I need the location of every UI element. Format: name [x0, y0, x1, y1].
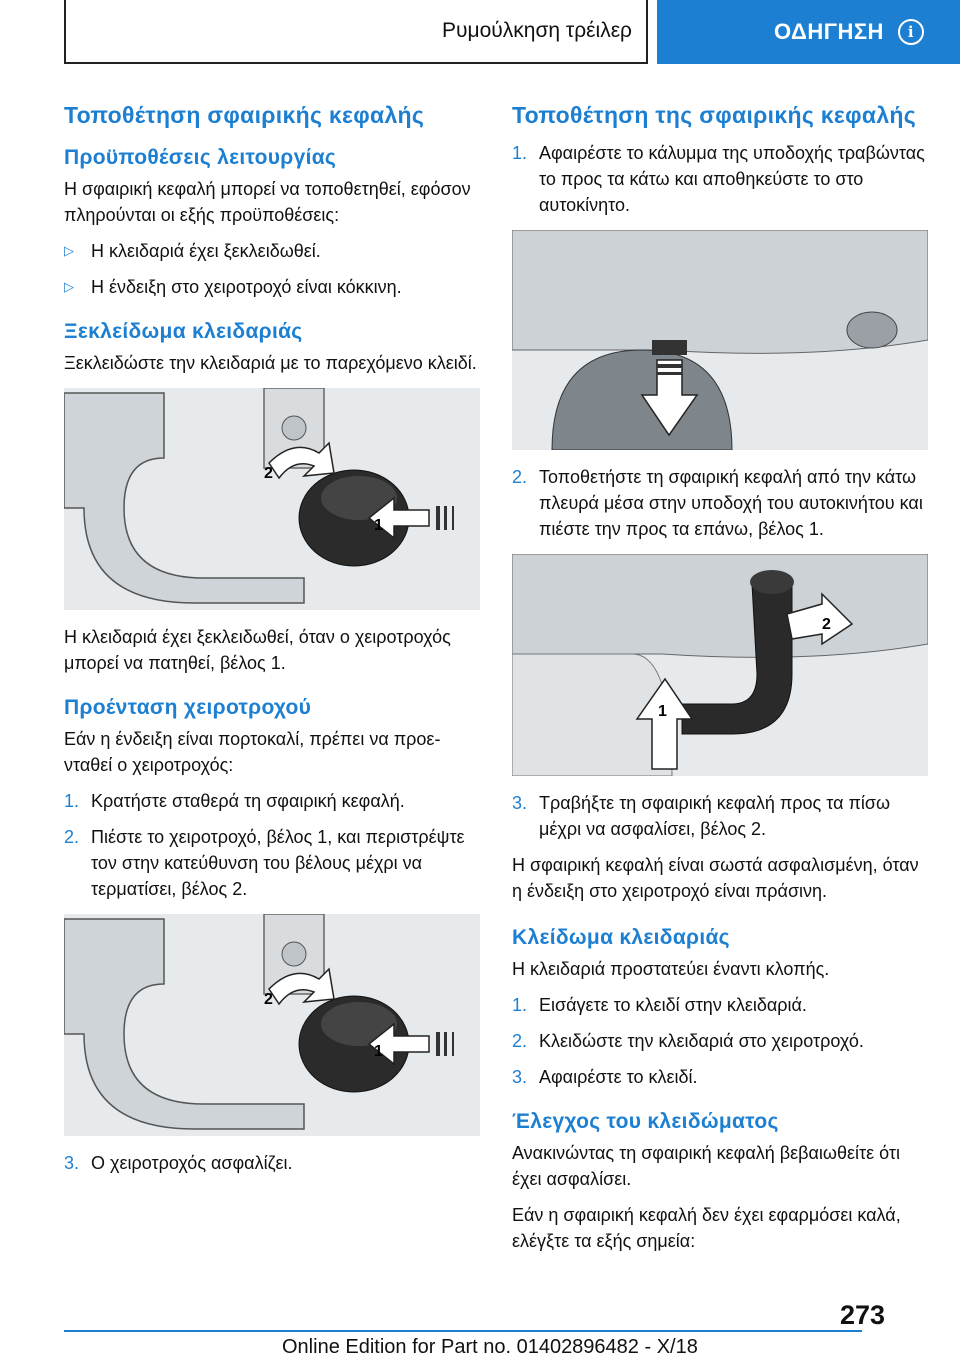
arrow-2-label: 2 — [822, 616, 831, 633]
step-number: 3. — [64, 1153, 80, 1173]
receptacle-cover-figure — [512, 230, 928, 450]
handwheel-tension-figure — [64, 914, 480, 1136]
page-title: Τοποθέτηση σφαιρικής κεφαλής — [64, 102, 425, 128]
section-title: ΟΔΗΓΗΣΗ — [774, 19, 884, 44]
list-item — [512, 1028, 928, 1054]
step-text: Αφαιρέστε το κάλυμμα της υποδοχής τραβώντας το προς τα κάτω και αποθηκεύστε το στο αυτοκίνητο. — [539, 143, 925, 215]
bullet-text: Η κλειδαριά έχει ξεκλειδωθεί. — [91, 241, 321, 261]
check-section — [512, 1108, 928, 1254]
left-column — [64, 100, 480, 1194]
arrow-1-label: 1 — [374, 1043, 383, 1060]
handwheel-unlock-figure — [64, 388, 480, 610]
lock-intro: Η κλειδαριά προστατεύει έναντι κλοπής. — [512, 959, 830, 979]
footer-divider — [64, 1330, 862, 1332]
prereq-intro: Η σφαιρική κεφαλή μπορεί να τοποθετηθεί, εφόσον πληρούνται οι εξής προϋποθέσεις: — [64, 179, 471, 225]
step-text: Εισάγετε το κλειδί στην κλειδαριά. — [539, 995, 807, 1015]
tension-heading: Προένταση χειροτροχού — [64, 696, 312, 719]
step-text: Κλειδώστε την κλειδαριά στο χειροτροχό. — [539, 1031, 864, 1051]
triangle-bullet-icon: ▷ — [64, 279, 74, 294]
check-text-1: Ανακινώντας τη σφαιρική κεφαλή βεβαιωθείτε ότι έχει ασφαλίσει. — [512, 1143, 900, 1189]
unlock-text: Ξεκλειδώστε την κλειδαριά με το παρεχόμενο κλειδί. — [64, 353, 477, 373]
step-number: 1. — [512, 143, 528, 163]
unlock-result: Η κλειδαριά έχει ξεκλειδωθεί, όταν ο χειροτροχός μπορεί να πατηθεί, βέλος 1. — [64, 627, 451, 673]
lock-section — [512, 924, 928, 1090]
list-item — [64, 788, 480, 814]
right-column — [512, 100, 928, 1272]
list-item — [512, 992, 928, 1018]
bullet-text: Η ένδειξη στο χειροτροχό είναι κόκκινη. — [91, 277, 402, 297]
install-result: Η σφαιρική κεφαλή είναι σωστά ασφαλισμένη, όταν η ένδειξη στο χειροτροχό είναι πράσινη. — [512, 855, 919, 901]
step-number: 2. — [64, 827, 80, 847]
prereq-heading: Προϋποθέσεις λειτουργίας — [64, 146, 337, 169]
page-number: 273 — [840, 1300, 886, 1330]
arrow-2-label: 2 — [264, 465, 273, 482]
check-heading: Έλεγχος του κλειδώματος — [512, 1110, 779, 1133]
list-item — [64, 238, 480, 264]
install-title: Τοποθέτηση της σφαιρικής κεφαλής — [512, 102, 917, 128]
step-number: 2. — [512, 467, 528, 487]
step-text: Πιέστε το χειροτροχό, βέλος 1, και περιστρέψτε τον στην κατεύθυνση του βέλους μέχρι να τερματίσει, βέλος 2. — [91, 827, 465, 899]
edition-note: Online Edition for Part no. 01402896482 - X/18 — [282, 1336, 698, 1358]
step-text: Τοποθετήστε τη σφαιρική κεφαλή από την κάτω πλευρά μέσα στην υποδοχή του αυτοκινήτου και πιέστε την προς τα επάνω, βέλος 1. — [539, 467, 923, 539]
step-text: Τραβήξτε τη σφαιρική κεφαλή προς τα πίσω μέχρι να ασφαλίσει, βέλος 2. — [539, 793, 891, 839]
prereq-section — [64, 144, 480, 300]
step-text: Ο χειροτροχός ασφαλίζει. — [91, 1153, 293, 1173]
arrow-2-label: 2 — [264, 991, 273, 1008]
list-item — [64, 824, 480, 902]
tension-intro: Εάν η ένδειξη είναι πορτοκαλί, πρέπει να προενταθεί ο χειροτροχός: — [64, 729, 441, 775]
step-text: Αφαιρέστε το κλειδί. — [539, 1067, 698, 1087]
section-tab[interactable] — [657, 0, 960, 64]
step-number: 3. — [512, 793, 528, 813]
unlock-section — [64, 318, 480, 676]
list-item — [512, 140, 928, 218]
arrow-1-label: 1 — [374, 517, 383, 534]
arrow-1-label: 1 — [658, 703, 667, 720]
list-item — [64, 1150, 480, 1176]
step-number: 3. — [512, 1067, 528, 1087]
list-item — [512, 790, 928, 842]
step-number: 1. — [512, 995, 528, 1015]
list-item — [512, 464, 928, 542]
running-header — [64, 0, 648, 64]
check-text-2: Εάν η σφαιρική κεφαλή δεν έχει εφαρμόσει καλά, ελέγξτε τα εξής σημεία: — [512, 1205, 901, 1251]
lock-heading: Κλείδωμα κλειδαριάς — [512, 926, 730, 949]
unlock-heading: Ξεκλείδωμα κλειδαριάς — [64, 320, 303, 343]
ball-head-insert-figure — [512, 554, 928, 776]
step-number: 2. — [512, 1031, 528, 1051]
step-number: 1. — [64, 791, 80, 811]
step-text: Κρατήστε σταθερά τη σφαιρική κεφαλή. — [91, 791, 405, 811]
info-icon[interactable]: i — [898, 19, 924, 45]
list-item — [512, 1064, 928, 1090]
tension-section — [64, 694, 480, 1176]
list-item — [64, 274, 480, 300]
triangle-bullet-icon: ▷ — [64, 243, 74, 258]
chapter-title: Ρυμούλκηση τρέιλερ — [442, 19, 632, 42]
